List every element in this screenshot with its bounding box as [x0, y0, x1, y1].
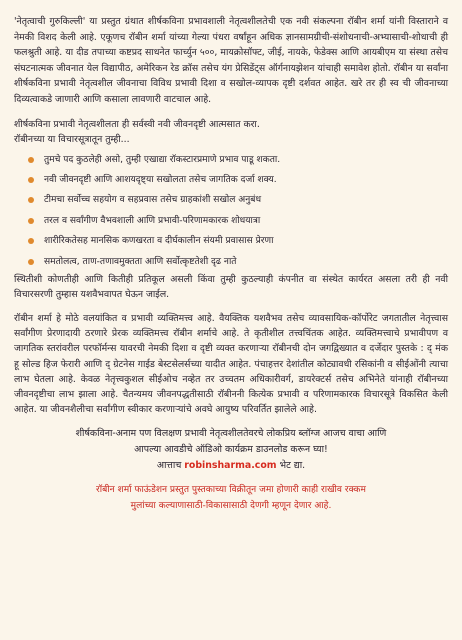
highlights-section [14, 117, 448, 302]
highlights-list [14, 150, 448, 272]
cta-line-3 [14, 458, 448, 474]
cta-line-1: शीर्षकविना-अनाम पण विलक्षण प्रभावी नेतृत्वशीलतेवरचे लोकप्रिय ब्लॉग्ज आजच वाचा आणि [75, 428, 387, 440]
cta-line-2: आपल्या आवडीचे ऑडिओ कार्यक्रम डाउनलोड करून घ्या! [134, 444, 328, 456]
bullet-dot-icon [28, 197, 34, 203]
bullet-dot-icon [28, 238, 34, 244]
cta-prefix: आत्ताच [156, 460, 182, 472]
list-item: नवी जीवनदृष्टी आणि आशयदृष्ट्या सखोलता तसेच जागतिक दर्जा शक्य. [28, 170, 448, 190]
list-item: टीमचा सर्वोच्च सहयोग व सहप्रवास तसेच ग्राहकांशी सखोल अनुबंध [28, 190, 448, 210]
list-item: समतोलत्व, ताण-तणावमुक्तता आणि सर्वोत्कृष्टतेशी दृढ नाते [28, 252, 448, 272]
section-lead: रॉबीनच्या या विचारसूत्रातून तुम्ही... [14, 133, 130, 145]
author-bio: रॉबीन शर्मा हे मोठे वलयांकित व प्रभावी व्यक्तिमत्त्व आहे. वैयक्तिक यशवैभव तसेच व्यावसायिक-कॉर्पोरेट जगतातील नेतृत्त्वास सर्वांगीण प्रेरणादायी ठरणारे प्रेरक व्यक्तिमत्त्व रॉबीन शर्माचे आहे. ते कृतीशील तत्त्वचिंतक आहेत. व्यक्तिमत्त्वाचे प्रभावीपण व जागतिक स्तरांवरील परफॉर्मन्स यावरची नेमकी दिशा व दृष्टी व्यक्त करणाऱ्या रॉबीनची दोन जगद्विख्यात व दर्जेदार पुस्तके : द् मंक हू सोल्ड हिज फेरारी आणि द् ग्रेटनेस गाईड बेस्टसेलर्सच्या यादीत आहेत. पंचाहत्तर देशांतील कोट्यावधी रसिकांनी व सीईओंनी त्याचा लाभ घेतला आहे. केवळ नेतृत्त्वकुशल सीईओच नव्हेत तर उच्चतम अधिकारीवर्ग, डायरेक्टर्स तसेच अभिनेते यांनाही रॉबीनच्या जीवनदृष्टीचा लाभ झाला आहे. चैतन्यमय जीवनपद्धतीसाठी रॉबीननी कित्येक प्रभावी व परिणामकारक विचारसूत्रे विकसित केली आहेत. या जीवनशैलीचा सर्वांगीण स्वीकार करणाऱ्यांचे अवघे आयुष्य परिवर्तित झालेले आहे. [14, 313, 449, 416]
bullet-dot-icon [28, 157, 34, 163]
list-item: शारीरिकतेसह मानसिक कणखरता व दीर्घकालीन संयमी प्रवासास प्रेरणा [28, 231, 448, 251]
foundation-line-2: मुलांच्या कल्याणासाठी-विकासासाठी देणगी म्हणून देणार आहे. [130, 501, 332, 512]
list-item: तरल व सर्वांगीण वैभवशाली आणि प्रभावी-परिणामकारक शोधयात्रा [28, 211, 448, 231]
intro-paragraph: 'नेतृत्वाची गुरुकिल्ली' या प्रस्तुत ग्रंथात शीर्षकविना प्रभावशाली नेतृत्वशीलतेची एक नवी संकल्पना रॉबीन शर्मा यांनी विस्ताराने व नेमकी विशद केली आहे. एकूणच रॉबीन शर्मा यांच्या गेल्या पंधरा वर्षांहून अधिक ज्ञानसामग्रीची-संशोधनाची-अभ्यासाची-शोधाची ही फलश्रुती आहे. या दीड तपाच्या कष्टप्रद साधनेत फार्च्युन ५००, मायक्रोसॉफ्ट, जीई, नायके, फेडेक्स आणि आयबीएम या संस्था तसेच संघटनात्मक जीवनात येल विद्यापीठ, अमेरिकन रेड क्रॉस तसेच यंग प्रेसिडेंट्स ऑर्गनायझेशन यांचाही समावेश होतो. रॉबीन या सर्वांना शीर्षकविना प्रभावी नेतृत्वशील जीवनाचा विविध प्रभावी दिशा व सखोल-व्यापक दृष्टी दर्शवत आहेत. खरे तर ही स्व ची जीवनाच्या दिव्यत्वाकडे जाणारी आणि कसाला लावणारी वाटचाल आहे. [14, 16, 448, 105]
call-to-action [14, 426, 448, 474]
bullet-dot-icon [28, 177, 34, 183]
section-intro: शीर्षकविना प्रभावी नेतृत्वशीलता ही सर्वस्वी नवी जीवनदृष्टी आत्मसात करा. [14, 118, 260, 130]
list-item: तुमचे पद कुठलेही असो, तुम्ही एखाद्या रॉकस्टारप्रमाणे प्रभाव पाडू शकता. [28, 150, 448, 170]
website-link[interactable]: robinsharma.com [184, 460, 277, 472]
foundation-line-1: रॉबीन शर्मा फाऊंडेशन प्रस्तुत पुस्तकाच्या विक्रीतून जमा होणारी काही राखीव रक्कम [96, 485, 366, 496]
closing-paragraph: स्थितीशी कोणतीही आणि कितीही प्रतिकूल असली किंवा तुम्ही कुठल्याही कंपनीत वा संस्थेत कार्यरत असला तरी ही नवी विचारसरणी तुम्हास यशवैभवापत घेऊन जाईल. [14, 274, 448, 300]
bullet-dot-icon [28, 259, 34, 265]
foundation-note [14, 482, 448, 514]
cta-suffix: भेट द्या. [279, 460, 306, 472]
bullet-dot-icon [28, 218, 34, 224]
